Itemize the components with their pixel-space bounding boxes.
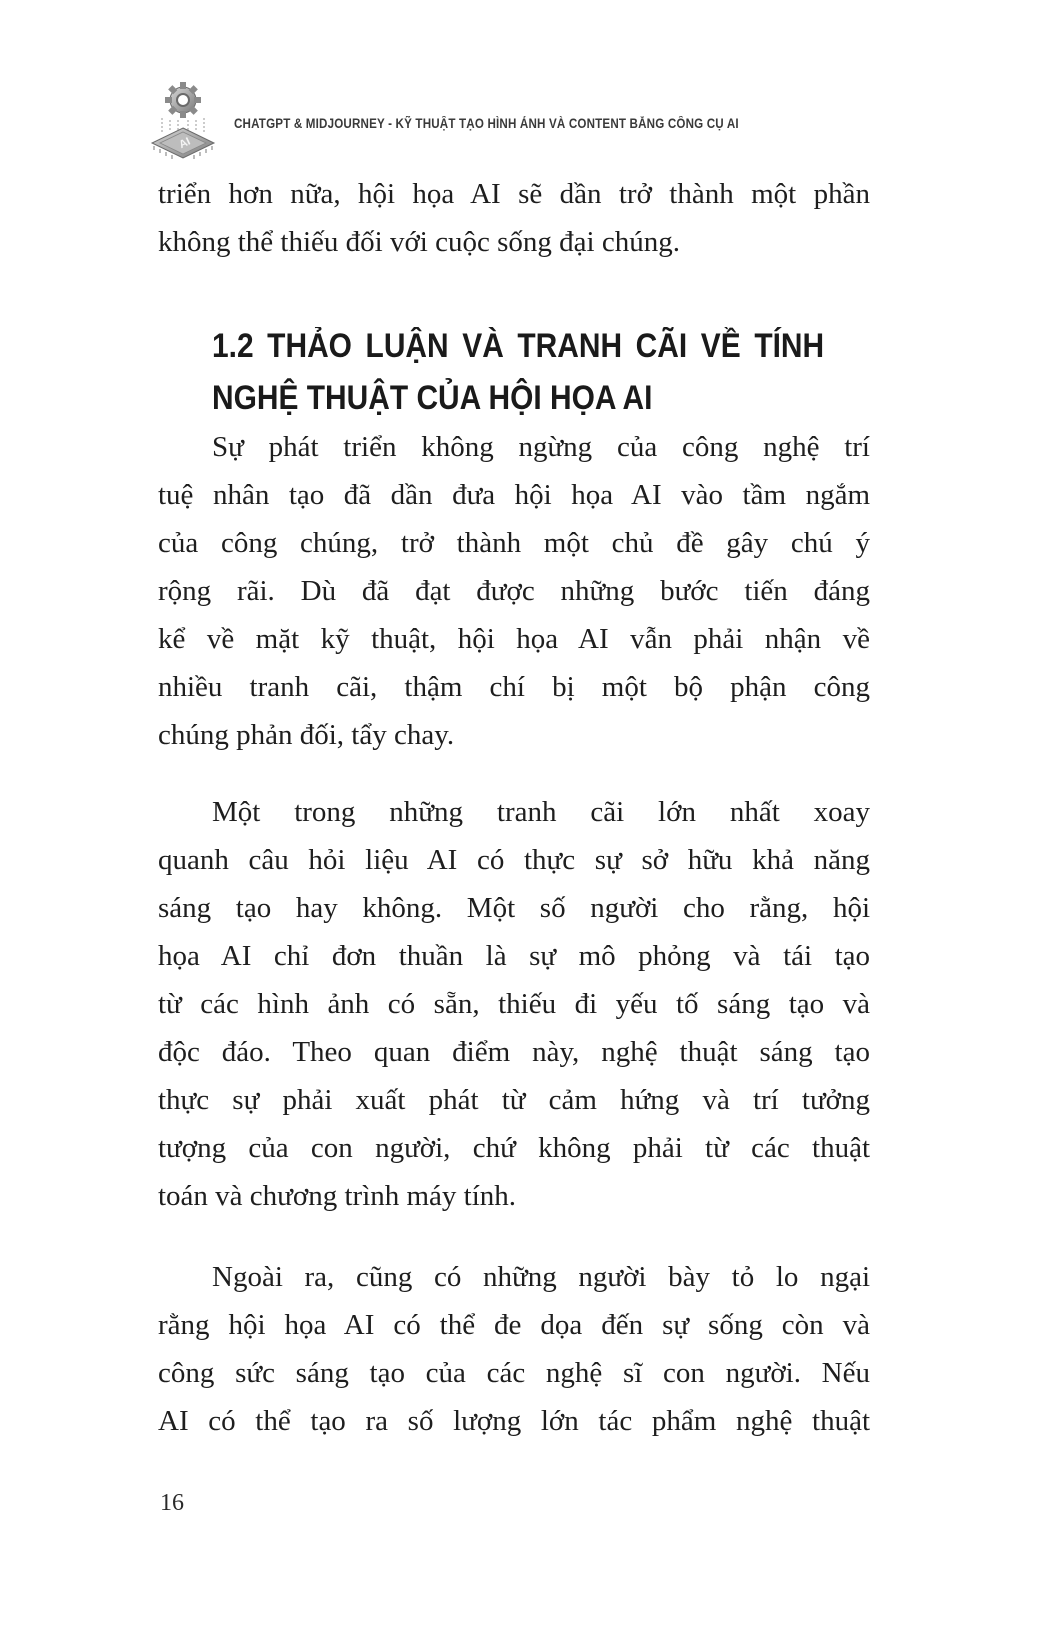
text-line: Sự phát triển không ngừng của công nghệ trí bbox=[212, 431, 870, 463]
svg-text:AI: AI bbox=[177, 135, 193, 152]
heading-line: NGHỆ THUẬT CỦA HỘI HỌA AI bbox=[212, 379, 653, 417]
paragraph-1 bbox=[158, 423, 870, 759]
text-line: rằng hội họa AI có thể đe dọa đến sự sống còn và bbox=[158, 1309, 870, 1341]
text-line: tượng của con người, chứ không phải từ các thuật bbox=[158, 1132, 870, 1164]
ai-chip-gear-icon bbox=[148, 80, 218, 164]
text-line: độc đáo. Theo quan điểm này, nghệ thuật sáng tạo bbox=[158, 1036, 870, 1068]
page-number: 16 bbox=[160, 1490, 184, 1516]
text-line: công sức sáng tạo của các nghệ sĩ con người. Nếu bbox=[158, 1357, 870, 1389]
text-line: quanh câu hỏi liệu AI có thực sự sở hữu khả năng bbox=[158, 844, 870, 876]
text-line: của công chúng, trở thành một chủ đề gây chú ý bbox=[158, 527, 870, 559]
text-line: không thể thiếu đối với cuộc sống đại chúng. bbox=[158, 226, 680, 258]
text-line: kể về mặt kỹ thuật, hội họa AI vẫn phải nhận về bbox=[158, 623, 870, 655]
text-line: thực sự phải xuất phát từ cảm hứng và trí tưởng bbox=[158, 1084, 870, 1116]
paragraph-3 bbox=[158, 1253, 870, 1445]
text-line: Ngoài ra, cũng có những người bày tỏ lo ngại bbox=[212, 1261, 870, 1293]
running-title: CHATGPT & MIDJOURNEY - KỸ THUẬT TẠO HÌNH ẢNH VÀ CONTENT BẰNG CÔNG CỤ AI bbox=[234, 116, 739, 131]
heading-line: 1.2 THẢO LUẬN VÀ TRANH CÃI VỀ TÍNH bbox=[212, 327, 825, 365]
text-line: toán và chương trình máy tính. bbox=[158, 1180, 517, 1212]
section-heading bbox=[212, 320, 870, 424]
text-line: họa AI chỉ đơn thuần là sự mô phỏng và tái tạo bbox=[158, 940, 870, 972]
text-line: triển hơn nữa, hội họa AI sẽ dần trở thành một phần bbox=[158, 178, 870, 210]
text-line: AI có thể tạo ra số lượng lớn tác phẩm nghệ thuật bbox=[158, 1405, 870, 1437]
text-line: từ các hình ảnh có sẵn, thiếu đi yếu tố sáng tạo và bbox=[158, 988, 870, 1020]
text-line: sáng tạo hay không. Một số người cho rằng, hội bbox=[158, 892, 870, 924]
text-line: nhiều tranh cãi, thậm chí bị một bộ phận công bbox=[158, 671, 870, 703]
text-line: chúng phản đối, tẩy chay. bbox=[158, 719, 455, 751]
text-line: rộng rãi. Dù đã đạt được những bước tiến đáng bbox=[158, 575, 870, 607]
text-line: tuệ nhân tạo đã dần đưa hội họa AI vào tầm ngắm bbox=[158, 479, 870, 511]
continuation-paragraph bbox=[158, 170, 870, 266]
paragraph-2 bbox=[158, 788, 870, 1220]
text-line: Một trong những tranh cãi lớn nhất xoay bbox=[212, 796, 870, 828]
running-header bbox=[148, 80, 888, 166]
